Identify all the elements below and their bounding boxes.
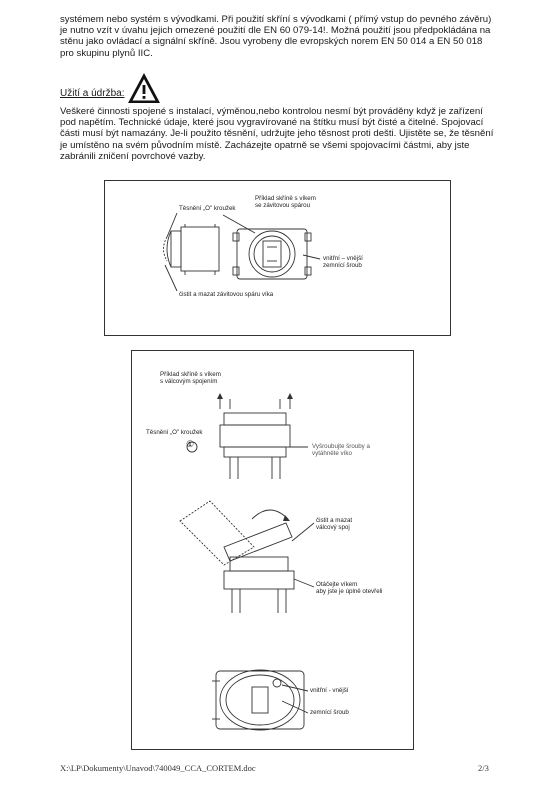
earth-screw-label-2: zemnící šroub xyxy=(310,709,349,716)
warning-triangle-icon xyxy=(127,72,161,104)
intro-paragraph xyxy=(60,14,505,59)
maintenance-paragraph xyxy=(60,106,505,162)
unscrew-label: Vyšroubujte šrouby a vytáhněte víko xyxy=(312,443,370,458)
earth-screw-label: vnitřní – vnější zemnící šroub xyxy=(323,255,363,270)
maintenance-line: části musí být namazány. Je-li použito těsnění, udržujte jeho těsnost proti dešti. Ujistěte se, že těsnění xyxy=(60,128,494,140)
intro-line: stěnu jako ovládací a signální skříně. Jsou vyrobeny dle evropských norem EN 50 014 a EN 50 018 xyxy=(60,36,483,48)
footer-page-number: 2/3 xyxy=(478,763,489,773)
maintenance-line: Veškeré činnosti spojené s instalací, výměnou,nebo kontrolou nesmí být prováděny když je zařízení xyxy=(60,106,483,117)
cylinder-clean-label: čistit a mazat válcový spoj xyxy=(316,517,353,532)
intro-line: je nutno vzít v úvahu jejich omezené použití dle EN 60 079-14!. Možná použití jsou předpokládána na xyxy=(60,25,491,37)
footer-file-path: X:\LP\Dokumenty\Unavod\740049_CCA_CORTEM.doc xyxy=(60,763,256,773)
example-label: Příklad skříně s víkem s válcovým spojením xyxy=(160,371,221,386)
step-marker: ① xyxy=(186,439,195,449)
maintenance-line: zabránili zničení povrchové vazby. xyxy=(60,150,206,162)
rotate-cover-label: Otáčejte víkem aby jste je úplně otevřeli xyxy=(316,581,383,596)
figure-threaded-cover xyxy=(104,180,451,336)
example-label: Příklad skříně s víkem se závitovou spárou xyxy=(255,195,316,210)
intro-line: systémem nebo systém s vývodkami. Při použití skříní s vývodkami ( přímý vstup do pevného závěru) xyxy=(60,14,492,25)
thread-clean-label: čistit a mazat závitovou spáru víka xyxy=(179,291,274,298)
section-title: Užití a údržba: xyxy=(60,88,125,99)
maintenance-line: je umístěno na svém původním místě. Zacházejte opatrně se všemi spojovacími částmi, aby jste xyxy=(60,139,470,151)
intro-line: pro skupinu plynů IIC. xyxy=(60,47,153,59)
figure-cylindrical-cover xyxy=(131,350,414,750)
cylindrical-enclosure-drawing xyxy=(132,351,413,749)
earth-screw-label: vnitřní - vnější xyxy=(310,687,349,694)
seal-label: Těsnění „O" kroužek xyxy=(179,205,236,212)
maintenance-line: pod napětím. Technické údaje, které jsou vygravírované na štítku musí být čisté a čitelné. Spojovací xyxy=(60,117,484,129)
seal-label: Těsnění „O" kroužek xyxy=(146,429,203,436)
